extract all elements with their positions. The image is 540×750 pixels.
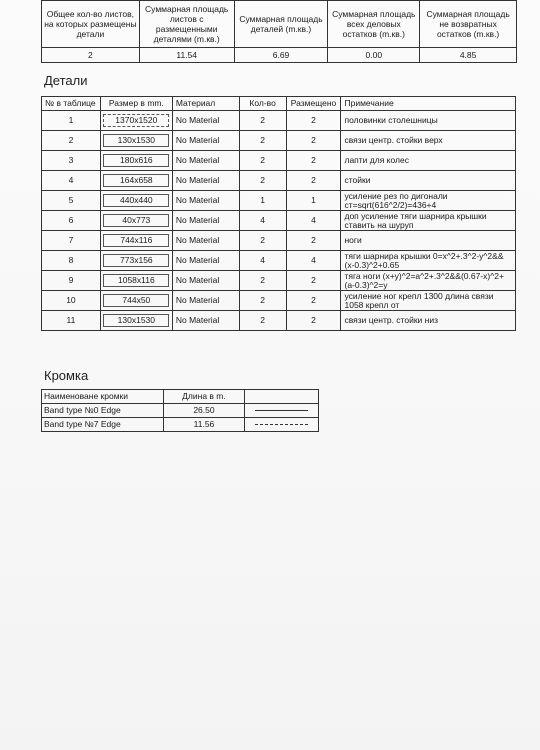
details-cell-note: усиление ног крепл 1300 длина связи 1058 крепл от (341, 291, 516, 311)
details-cell-size (100, 231, 172, 251)
edge-cell-line-sample (245, 418, 319, 432)
details-cell-qty: 2 (239, 151, 286, 171)
summary-header-parts-area: Суммарная площадь деталей (m.кв.) (234, 1, 328, 48)
details-cell-note: доп усиление тяги шарнира крышки ставить на шуруп (341, 211, 516, 231)
details-header-qty: Кол-во (239, 97, 286, 111)
details-cell-material: No Material (172, 291, 239, 311)
details-row (42, 191, 516, 211)
details-cell-material: No Material (172, 111, 239, 131)
details-cell-material: No Material (172, 171, 239, 191)
details-cell-placed: 2 (286, 171, 341, 191)
details-cell-note: тяги шарнира крышки 0=x^2+.3^2-y^2&&(x-0.3)^2+0.65 (341, 251, 516, 271)
size-value-box: 440x440 (103, 194, 169, 207)
edge-row (42, 404, 319, 418)
edge-header-sample (245, 390, 319, 404)
solid-line-sample (255, 410, 308, 411)
size-value-box: 180x616 (103, 154, 169, 167)
details-cell-material: No Material (172, 231, 239, 251)
details-cell-size (100, 251, 172, 271)
edge-section-title: Кромка (44, 368, 89, 383)
details-cell-placed: 2 (286, 111, 341, 131)
summary-value-sheets: 2 (42, 48, 140, 63)
details-cell-note: связи центр. стойки низ (341, 311, 516, 331)
details-cell-number: 3 (42, 151, 101, 171)
details-cell-size (100, 111, 172, 131)
summary-value-remnants-area: 0.00 (328, 48, 420, 63)
size-value-box: 130x1530 (103, 314, 169, 327)
details-cell-placed: 2 (286, 131, 341, 151)
details-cell-placed: 2 (286, 311, 341, 331)
summary-header-waste-area: Суммарная площадь не возвратных остатков (m.кв.) (420, 1, 517, 48)
details-cell-note: лапти для колес (341, 151, 516, 171)
details-cell-number: 1 (42, 111, 101, 131)
details-cell-number: 11 (42, 311, 101, 331)
details-cell-placed: 1 (286, 191, 341, 211)
edge-table (41, 389, 319, 432)
details-cell-placed: 2 (286, 271, 341, 291)
summary-header-remnants-area: Суммарная площадь всех деловых остатков (m.кв.) (328, 1, 420, 48)
size-value-box: 773x156 (103, 254, 169, 267)
details-row (42, 211, 516, 231)
details-cell-number: 4 (42, 171, 101, 191)
details-cell-placed: 4 (286, 251, 341, 271)
details-cell-qty: 2 (239, 271, 286, 291)
summary-value-waste-area: 4.85 (420, 48, 517, 63)
details-cell-note: ноги (341, 231, 516, 251)
details-section-title: Детали (44, 73, 88, 88)
details-cell-qty: 2 (239, 231, 286, 251)
details-cell-qty: 2 (239, 291, 286, 311)
details-header-placed: Размещено (286, 97, 341, 111)
details-cell-note: усиление рез по дигонали ст=sqrt(616^2/2)=436+4 (341, 191, 516, 211)
edge-header-length: Длина в m. (163, 390, 245, 404)
details-header-size: Размер в mm. (100, 97, 172, 111)
details-cell-number: 5 (42, 191, 101, 211)
details-cell-qty: 2 (239, 131, 286, 151)
details-cell-material: No Material (172, 151, 239, 171)
details-cell-qty: 2 (239, 111, 286, 131)
details-cell-qty: 2 (239, 171, 286, 191)
summary-header-sheets: Общее кол-во листов, на которых размещены детали (42, 1, 140, 48)
details-cell-placed: 2 (286, 151, 341, 171)
details-cell-size (100, 291, 172, 311)
details-body (42, 111, 516, 331)
details-cell-material: No Material (172, 191, 239, 211)
details-cell-qty: 2 (239, 311, 286, 331)
details-header-number: № в таблице (42, 97, 101, 111)
edge-cell-name: Band type №0 Edge (42, 404, 164, 418)
details-cell-material: No Material (172, 251, 239, 271)
details-header-material: Материал (172, 97, 239, 111)
summary-value-parts-area: 6.69 (234, 48, 328, 63)
details-row (42, 131, 516, 151)
details-cell-qty: 4 (239, 251, 286, 271)
details-cell-note: связи центр. стойки верх (341, 131, 516, 151)
details-cell-note: стойки (341, 171, 516, 191)
summary-header-row (42, 1, 517, 48)
edge-cell-name: Band type №7 Edge (42, 418, 164, 432)
edge-cell-length: 11.56 (163, 418, 245, 432)
size-value-box: 744x116 (103, 234, 169, 247)
details-header-row (42, 97, 516, 111)
details-cell-number: 9 (42, 271, 101, 291)
details-cell-placed: 2 (286, 291, 341, 311)
details-row (42, 251, 516, 271)
edge-header-name: Наименоване кромки (42, 390, 164, 404)
details-cell-material: No Material (172, 131, 239, 151)
details-cell-material: No Material (172, 271, 239, 291)
details-cell-number: 7 (42, 231, 101, 251)
details-cell-size (100, 131, 172, 151)
edge-body (42, 404, 319, 432)
summary-value-sheet-area: 11.54 (139, 48, 234, 63)
details-row (42, 271, 516, 291)
details-cell-number: 2 (42, 131, 101, 151)
details-cell-note: тяга ноги (x+y)^2=a^2+.3^2&&(0.67-x)^2+(a-0.3)^2=y (341, 271, 516, 291)
edge-header-row (42, 390, 319, 404)
size-value-box: 1058x116 (103, 274, 169, 287)
details-cell-size (100, 151, 172, 171)
details-row (42, 311, 516, 331)
details-cell-placed: 2 (286, 231, 341, 251)
details-header-note: Примечание (341, 97, 516, 111)
details-cell-size (100, 171, 172, 191)
details-cell-placed: 4 (286, 211, 341, 231)
details-table (41, 96, 516, 331)
summary-table (41, 0, 517, 63)
details-cell-number: 10 (42, 291, 101, 311)
details-cell-size (100, 311, 172, 331)
size-value-box: 40x773 (103, 214, 169, 227)
size-value-box: 164x658 (103, 174, 169, 187)
size-value-box: 744x50 (103, 294, 169, 307)
summary-values-row (42, 48, 517, 63)
details-cell-material: No Material (172, 211, 239, 231)
edge-cell-length: 26.50 (163, 404, 245, 418)
dashed-line-sample (255, 424, 308, 425)
details-cell-size (100, 211, 172, 231)
details-cell-size (100, 271, 172, 291)
size-value-box: 130x1530 (103, 134, 169, 147)
details-row (42, 171, 516, 191)
details-row (42, 291, 516, 311)
details-cell-qty: 4 (239, 211, 286, 231)
details-cell-size (100, 191, 172, 211)
details-cell-number: 8 (42, 251, 101, 271)
details-cell-number: 6 (42, 211, 101, 231)
details-row (42, 111, 516, 131)
details-row (42, 151, 516, 171)
details-cell-note: половинки столешницы (341, 111, 516, 131)
details-cell-qty: 1 (239, 191, 286, 211)
edge-row (42, 418, 319, 432)
summary-header-sheet-area: Суммарная площадь листов с размещенными деталями (m.кв.) (139, 1, 234, 48)
edge-cell-line-sample (245, 404, 319, 418)
details-cell-material: No Material (172, 311, 239, 331)
details-row (42, 231, 516, 251)
size-value-box: 1370x1520 (103, 114, 169, 127)
